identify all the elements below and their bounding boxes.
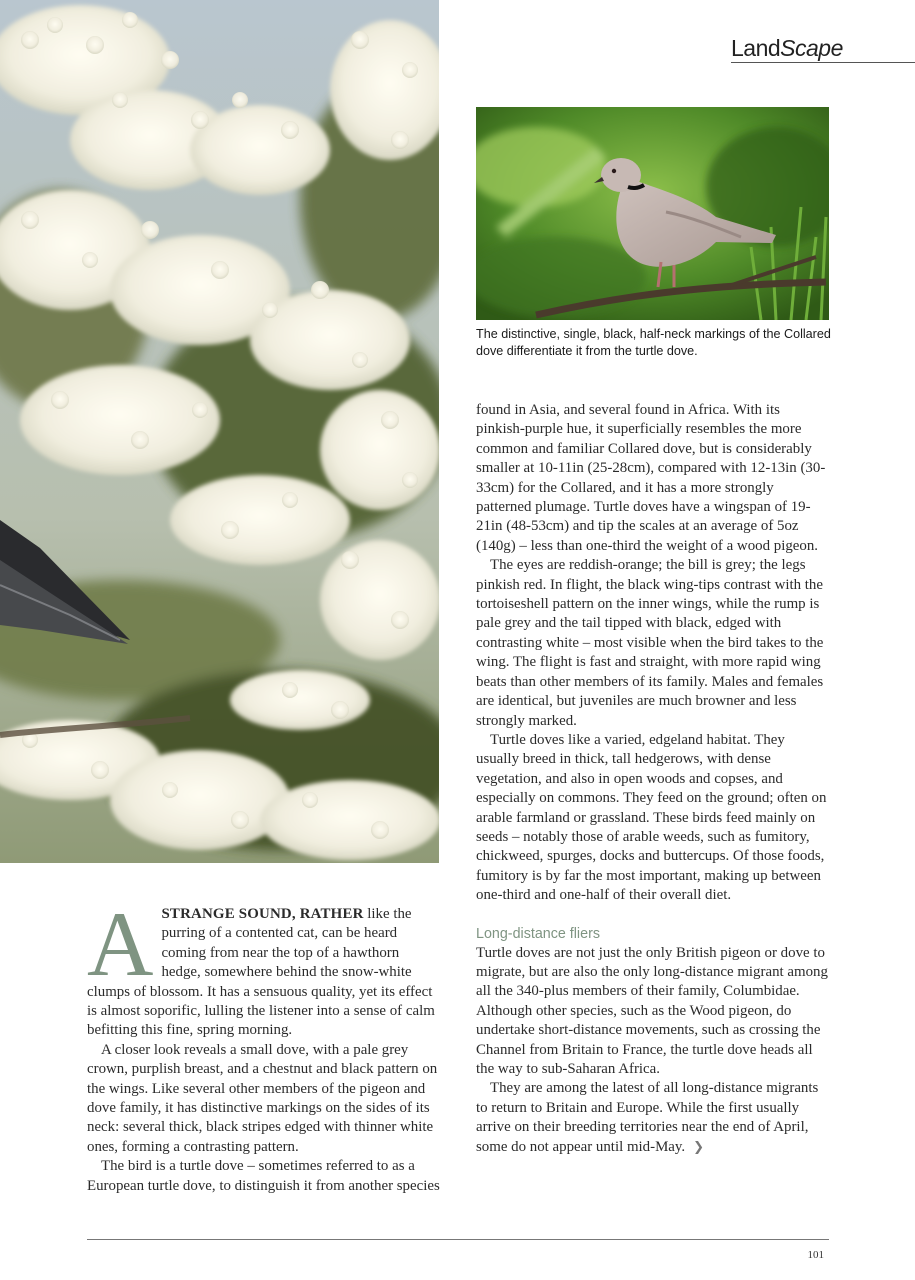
paragraph-3-continued-text: found in Asia, and several found in Africa. With its pinkish-purple hue, it superficially resembles the more common and familiar Collared dove, but is considerably smaller at 10-11in (25-28cm), compared with 12-13in (30-33cm) for the Collared, and it has a more strongly patterned plumage. Turtle doves have a wingspan of 19-21in (48-53cm) and tip the scales at an average of 5oz (140g) – less than one-third the weight of a wood pigeon. — [476, 402, 826, 554]
continue-arrow-icon: ❯ — [693, 1139, 705, 1155]
article-paragraph-2: A closer look reveals a small dove, with a pale grey crown, purplish breast, and a chestnut and black pattern on the wings. Like several other members of the pigeon and dove family, it has distinctive markings on the sides of its neck: several thick, black stripes edged with thinner white ones, forming a contrasting pattern. — [87, 1041, 438, 1155]
logo-land: Land — [731, 35, 781, 61]
lead-in: STRANGE SOUND, RATHER — [161, 906, 364, 922]
footer-rule — [87, 1239, 829, 1240]
dropcap-letter: A — [87, 893, 154, 995]
article-paragraph-3-cont — [476, 401, 831, 556]
paragraph-7-text: They are among the latest of all long-distance migrants to return to Britain and Europe. While the first usually arrive on their breeding territories near the end of April, some do not appear until mid-May. — [476, 1080, 819, 1155]
photo-caption: The distinctive, single, black, half-neck markings of the Collared dove differentiate it from the turtle dove. — [476, 327, 831, 358]
section-subheading: Long-distance fliers — [476, 925, 600, 942]
article-paragraph-6: Turtle doves are not just the only British pigeon or dove to migrate, but are also the only long-distance migrant among all the 340-plus members of their family, Columbidae. Although other species, such as the Wood pigeon, do undertake short-distance movements, such as crossing the Channel from Britain to France, the turtle dove heads all the way to sub-Saharan Africa. — [476, 944, 828, 1077]
article-paragraph-7 — [476, 1079, 831, 1157]
article-paragraph-1 — [87, 893, 440, 1041]
article-column-right — [476, 401, 831, 1157]
article-paragraph-3-start — [87, 1157, 440, 1196]
hawthorn-blossom-photo — [0, 0, 439, 863]
paragraph-3-text: The bird is a turtle dove – sometimes referred to as a European turtle dove, to distinguish it from another species — [87, 1158, 440, 1194]
article-column-left — [87, 893, 440, 1196]
article-paragraph-4: The eyes are reddish-orange; the bill is grey; the legs pinkish red. In flight, the black wing-tips contrast with the tortoiseshell pattern on the inner wings, while the rump is pale grey and the tail tipped with black, edged with contrasting white – most visible when the bird takes to the wing. The flight is fast and straight, with more rapid wing beats than other members of its family. Males and females are identical, but juveniles are much browner and less strongly marked. — [476, 557, 824, 729]
logo-scape: Scape — [780, 35, 843, 61]
collared-dove-photo — [476, 107, 829, 320]
article-paragraph-5: Turtle doves like a varied, edgeland habitat. They usually breed in thick, tall hedgerows, with dense vegetation, and also in open woods and copses, and especially on commons. They feed on the ground; often on arable farmland or grassland. These birds feed mainly on seeds – notably those of arable weeds, such as fumitory, chickweed, spurges, docks and buttercups. Of those foods, fumitory is by far the most important, making up between one-third and one-half of their overall diet. — [476, 731, 827, 904]
magazine-logo — [731, 34, 915, 63]
paragraph-1-text: like the purring of a contented cat, can be heard coming from near the top of a hawthorn hedge, somewhere behind the snow-white clumps of blossom. It has a sensuous quality, yet its effect is almost soporific, lulling the listener into a sense of calm befitting this fine, spring morning. — [87, 906, 435, 1039]
page-number: 101 — [807, 1249, 824, 1261]
